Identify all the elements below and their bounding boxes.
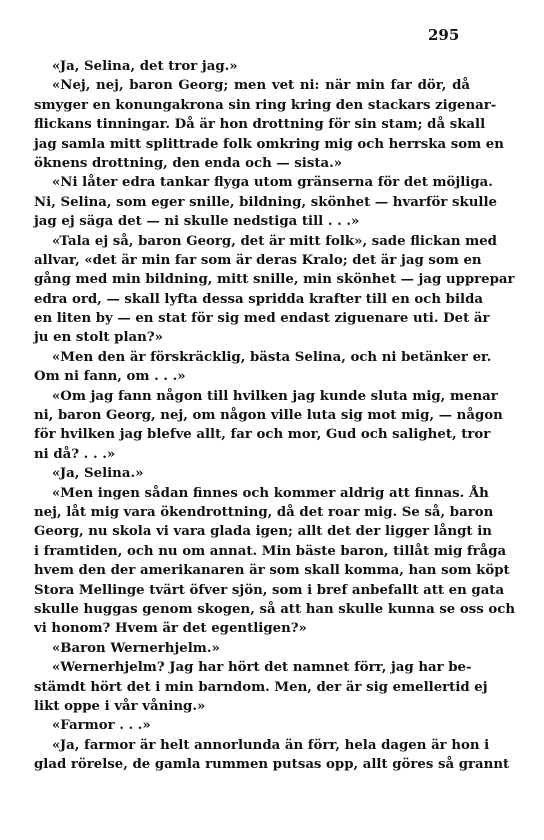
text-line: edra ord, — skall lyfta dessa spridda krafter till en och bilda [34, 291, 483, 307]
text-line: «Farmor . . .» [52, 718, 151, 734]
text-line: jag samla mitt splittrade folk omkring mig och herrska som en [34, 136, 504, 152]
text-line: Georg, nu skola vi vara glada igen; allt det der ligger långt in [34, 524, 492, 540]
page-number: 295 [428, 26, 460, 44]
text-line: «Wernerhjelm? Jag har hört det namnet förr, jag har be- [52, 660, 472, 676]
text-line: flickans tinningar. Då är hon drottning för sin stam; då skall [34, 117, 486, 133]
text-line: «Ja, farmor är helt annorlunda än förr, hela dagen är hon i [52, 737, 490, 753]
text-line: «Nej, nej, baron Georg; men vet ni: när min far dör, då [52, 78, 470, 94]
text-line: «Ni låter edra tankar flyga utom gränserna för det möjliga. [52, 175, 493, 191]
text-line: en liten by — en stat för sig med endast ziguenare uti. Det är [34, 311, 490, 327]
text-line: jag ej säga det — ni skulle nedstiga till . . .» [34, 214, 360, 230]
text-line: «Tala ej så, baron Georg, det är mitt folk», sade flickan med [52, 233, 497, 249]
text-line: öknens drottning, den enda och — sista.» [34, 155, 343, 171]
text-line: vi honom? Hvem är det egentligen?» [34, 621, 307, 637]
text-line: «Men den är förskräcklig, bästa Selina, och ni betänker er. [52, 349, 492, 365]
text-line: gång med min bildning, mitt snille, min skönhet — jag upprepar [34, 272, 515, 288]
text-line: ni då? . . .» [34, 446, 116, 462]
text-line: Stora Mellinge tvärt öfver sjön, som i bref anbefallt att en gata [34, 582, 505, 598]
text-line: «Om jag fann någon till hvilken jag kunde sluta mig, menar [52, 388, 498, 404]
text-line: för hvilken jag blefve allt, far och mor, Gud och salighet, tror [34, 427, 491, 443]
text-line: Ni, Selina, som eger snille, bildning, skönhet — hvarför skulle [34, 194, 497, 210]
text-line: likt oppe i vår våning.» [34, 698, 206, 714]
text-block [34, 57, 515, 774]
text-line: hvem den der amerikanaren är som skall komma, han som köpt [34, 563, 510, 579]
text-line: ni, baron Georg, nej, om någon ville luta sig mot mig, — någon [34, 408, 503, 424]
text-line: «Ja, Selina.» [52, 466, 144, 482]
text-line: Om ni fann, om . . .» [34, 369, 186, 385]
text-line: skulle huggas genom skogen, så att han skulle kunna se oss och [34, 601, 515, 617]
text-line: i framtiden, och nu om annat. Min bäste baron, tillåt mig fråga [34, 543, 507, 559]
text-line: allvar, «det är min far som är deras Kralo; det är jag som en [34, 252, 482, 268]
text-line: stämdt hört det i min barndom. Men, der är sig emellertid ej [34, 679, 488, 695]
text-line: nej, låt mig vara ökendrottning, då det roar mig. Se så, baron [34, 504, 494, 520]
text-line: «Men ingen sådan finnes och kommer aldrig att finnas. Åh [52, 485, 489, 501]
text-line: «Ja, Selina, det tror jag.» [52, 59, 238, 74]
text-line: glad rörelse, de gamla rummen putsas opp, allt göres så grannt [34, 757, 510, 773]
text-line: smyger en konungakrona sin ring kring den stackars zigenar- [34, 97, 497, 113]
text-line: «Baron Wernerhjelm.» [52, 640, 220, 656]
text-line: ju en stolt plan?» [34, 330, 163, 346]
